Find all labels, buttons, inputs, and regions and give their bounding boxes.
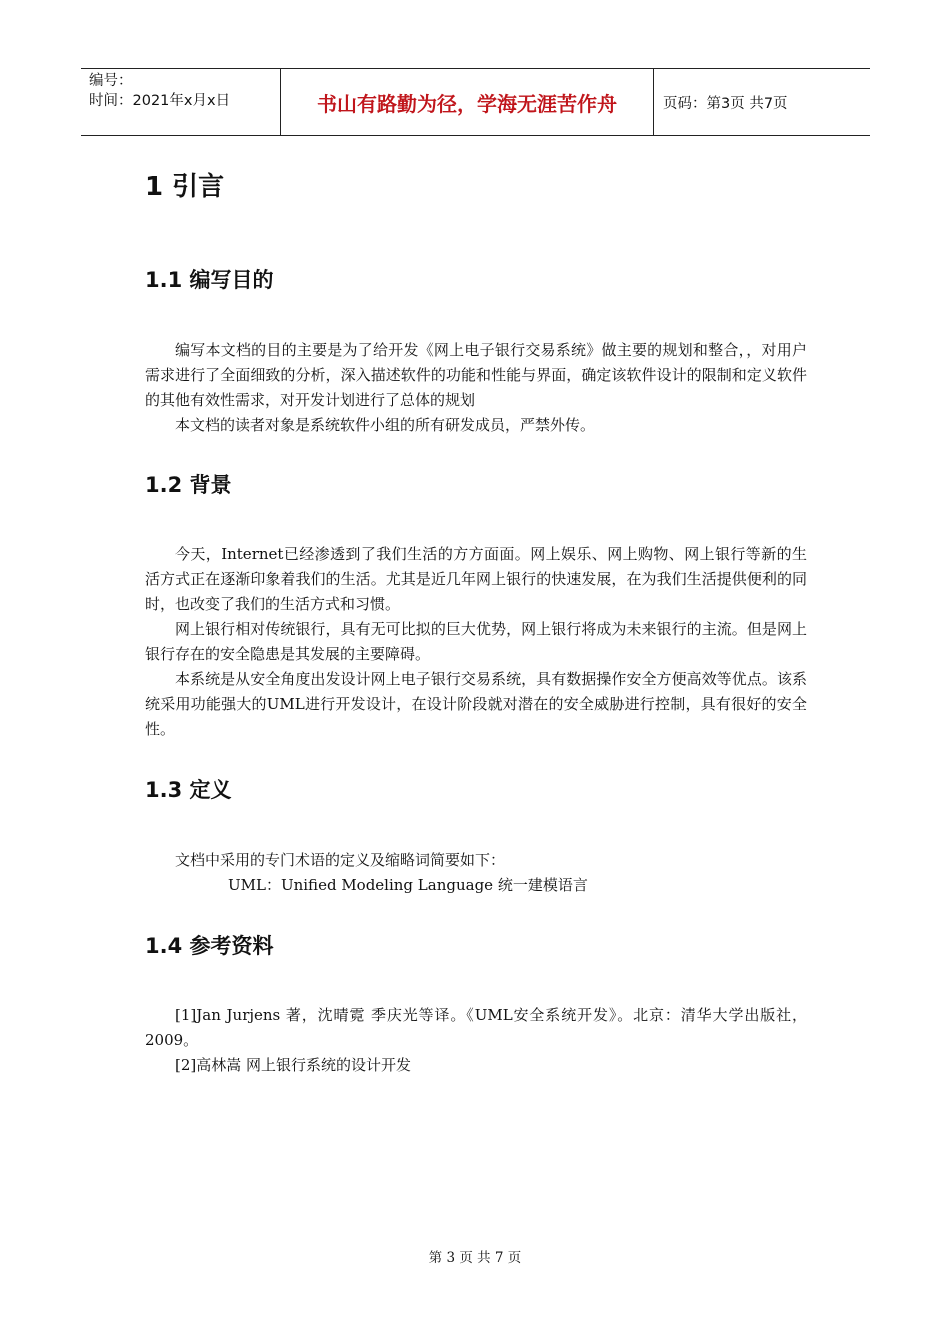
number-label: 编号： [89, 73, 133, 89]
section-title-intro: 1 引言 [145, 172, 225, 202]
section-title-definitions: 1.3 定义 [145, 778, 232, 802]
definitions-intro: 文档中采用的专门术语的定义及缩略词简要如下： [175, 851, 506, 869]
definition-uml: UML：Unified Modeling Language 统一建模语言 [228, 876, 588, 894]
purpose-paragraph-2: 本文档的读者对象是系统软件小组的所有研发成员，严禁外传。 [175, 416, 596, 434]
background-body [145, 542, 807, 742]
header-meta [81, 69, 281, 135]
section-title-references: 1.4 参考资料 [145, 934, 274, 958]
header-motto: 书山有路勤为径，学海无涯苦作舟 [281, 69, 654, 135]
header-page-label: 页码：第3页 共7页 [663, 95, 788, 112]
background-paragraph-1: 今天，Internet已经渗透到了我们生活的方方面面。网上娱乐、网上购物、网上银行等新的生活方式正在逐渐印象着我们的生活。尤其是近几年网上银行的快速发展，在为我们生活提供便利的同时，也改变了我们的生活方式和习惯。 [145, 545, 807, 613]
document-header [81, 68, 870, 136]
reference-item-2: [2]高林嵩 网上银行系统的设计开发 [175, 1056, 412, 1074]
background-paragraph-3: 本系统是从安全角度出发设计网上电子银行交易系统，具有数据操作安全方便高效等优点。该系统采用功能强大的UML进行开发设计，在设计阶段就对潜在的安全威胁进行控制，具有很好的安全性。 [145, 670, 807, 738]
time-label: 时间：2021年x月x日 [89, 93, 231, 109]
definitions-body [145, 848, 807, 873]
references-body [145, 1003, 807, 1078]
purpose-paragraph-1: 编写本文档的目的主要是为了给开发《网上电子银行交易系统》做主要的规划和整合，，对用户需求进行了全面细致的分析，深入描述软件的功能和性能与界面，确定该软件设计的限制和定义软件的其他有效性需求，对开发计划进行了总体的规划 [145, 341, 807, 409]
purpose-body [145, 338, 807, 438]
page-footer: 第 3 页 共 7 页 [428, 1250, 522, 1266]
background-paragraph-2: 网上银行相对传统银行，具有无可比拟的巨大优势，网上银行将成为未来银行的主流。但是网上银行存在的安全隐患是其发展的主要障碍。 [145, 620, 807, 663]
reference-item-1: [1]Jan Jurjens 著，沈晴霓 季庆光等译。《UML安全系统开发》。北京：清华大学出版社，2009。 [145, 1006, 807, 1049]
section-title-purpose: 1.1 编写目的 [145, 268, 274, 292]
section-title-background: 1.2 背景 [145, 473, 232, 497]
